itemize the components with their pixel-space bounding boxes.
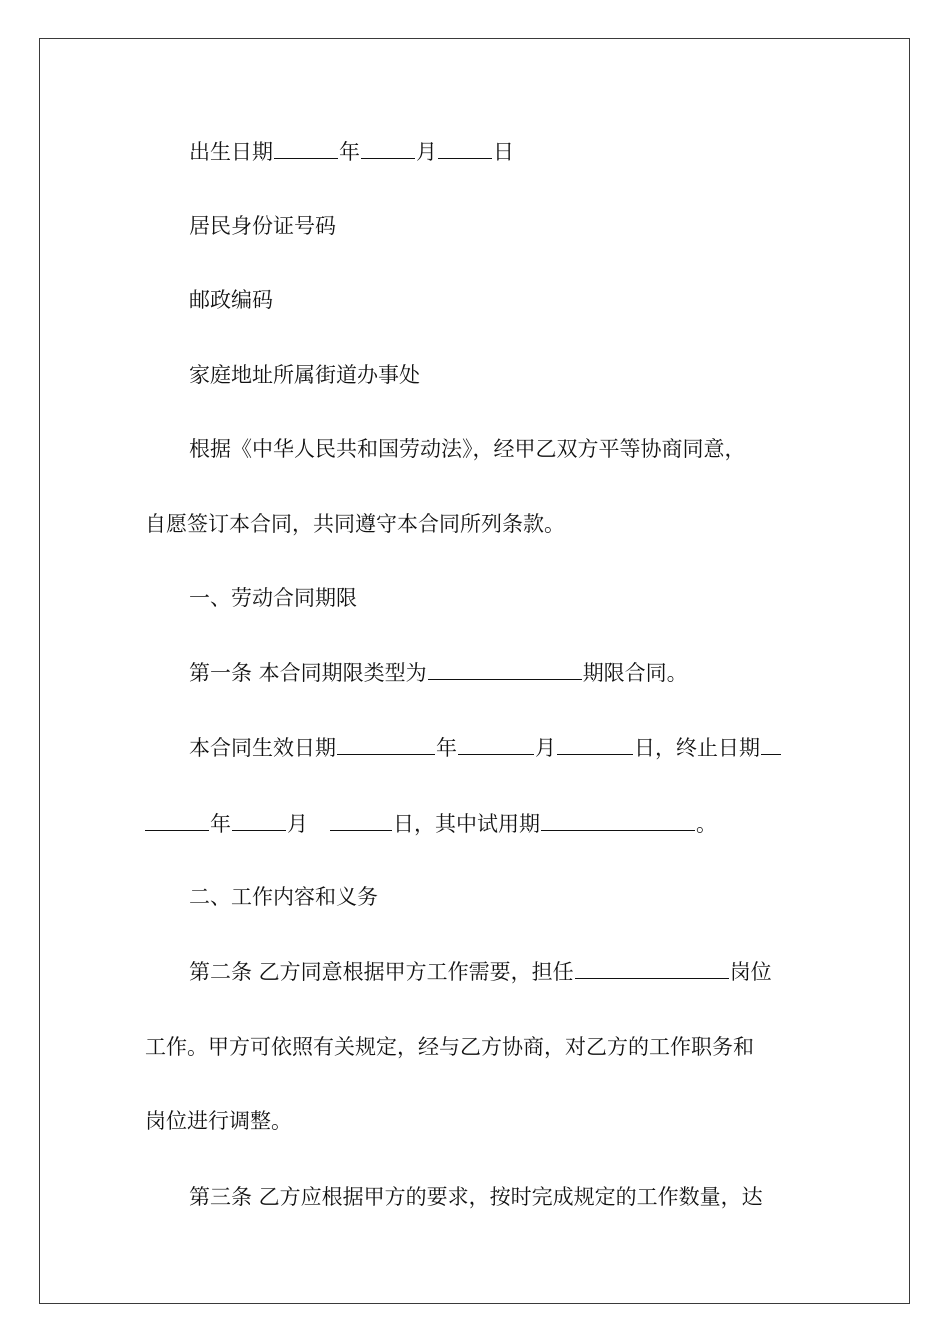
section-heading-text: 一、劳动合同期限 — [189, 586, 357, 610]
position-blank[interactable] — [575, 958, 729, 979]
article-3-text: 第三条 乙方应根据甲方的要求，按时完成规定的工作数量，达 — [189, 1185, 763, 1209]
article-2-suffix: 岗位 — [729, 960, 772, 984]
paragraph-text: 工作。甲方可依照有关规定，经与乙方协商，对乙方的工作职务和 — [145, 1035, 754, 1059]
effective-year-blank[interactable] — [337, 734, 435, 755]
street-office-label: 家庭地址所属街道办事处 — [189, 363, 420, 387]
birth-year-blank[interactable] — [274, 138, 338, 159]
birth-date-line — [0, 138, 950, 166]
article-1-line — [0, 659, 950, 687]
end-day-blank[interactable] — [330, 810, 392, 831]
end-month-blank[interactable] — [232, 810, 286, 831]
effective-date-label: 本合同生效日期 — [189, 736, 336, 760]
end-year-blank[interactable] — [145, 810, 209, 831]
paragraph-basis-line-2 — [0, 510, 950, 538]
contract-type-blank[interactable] — [428, 659, 582, 680]
id-number-label: 居民身份证号码 — [189, 214, 336, 238]
probation-blank[interactable] — [541, 810, 695, 831]
year-char: 年 — [210, 812, 231, 836]
month-char: 月 — [535, 736, 556, 760]
birth-month-blank[interactable] — [361, 138, 415, 159]
article-2-text: 第二条 乙方同意根据甲方工作需要，担任 — [189, 960, 574, 984]
end-date-line — [0, 810, 950, 838]
paragraph-text: 自愿签订本合同，共同遵守本合同所列条款。 — [145, 512, 565, 536]
year-char: 年 — [339, 140, 360, 164]
article-2-line-2 — [0, 1033, 950, 1061]
month-char: 月 — [287, 812, 308, 836]
paragraph-text: 岗位进行调整。 — [145, 1109, 292, 1133]
postal-code-label: 邮政编码 — [189, 288, 273, 312]
article-1-suffix: 期限合同。 — [582, 661, 688, 685]
month-char: 月 — [416, 140, 437, 164]
postal-code-line — [0, 286, 950, 314]
period-char: 。 — [696, 812, 717, 836]
end-date-label: 日，终止日期 — [634, 736, 760, 760]
article-3-line-1 — [0, 1183, 950, 1211]
section-heading-1 — [0, 584, 950, 612]
end-year-blank-start[interactable] — [761, 734, 781, 755]
effective-date-line — [0, 734, 950, 762]
probation-label: 日，其中试用期 — [393, 812, 540, 836]
effective-day-blank[interactable] — [557, 734, 633, 755]
day-char: 日 — [493, 140, 514, 164]
year-char: 年 — [436, 736, 457, 760]
id-number-line — [0, 212, 950, 240]
birth-date-label: 出生日期 — [189, 140, 273, 164]
birth-day-blank[interactable] — [438, 138, 492, 159]
effective-month-blank[interactable] — [458, 734, 534, 755]
paragraph-text: 根据《中华人民共和国劳动法》，经甲乙双方平等协商同意， — [189, 437, 746, 461]
article-1-text: 第一条 本合同期限类型为 — [189, 661, 427, 685]
section-heading-text: 二、工作内容和义务 — [189, 885, 378, 909]
street-office-line — [0, 361, 950, 389]
article-2-line-1 — [0, 958, 950, 986]
article-2-line-3 — [0, 1107, 950, 1135]
paragraph-basis-line-1 — [0, 435, 950, 463]
section-heading-2 — [0, 883, 950, 911]
